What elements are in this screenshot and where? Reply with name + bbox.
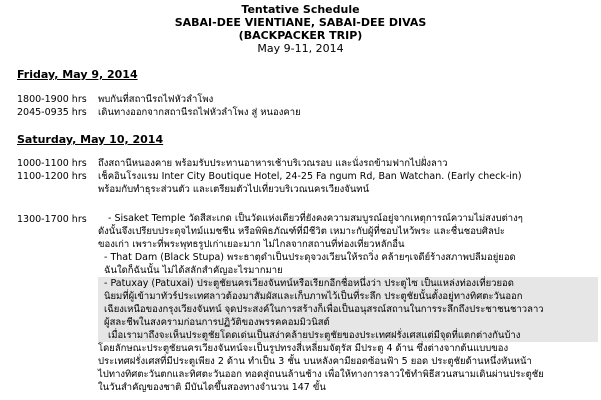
thatdam-line-1: - That Dam (Black Stupa) พระธาตุดำเป็นประดุจวงเวียนให้รถวิ่ง คล้ายๆเจดีย์ร้างสภาพปลีมอยู่ยอด — [104, 252, 516, 263]
day2-item-1-desc: ถึงสถานีหนองคาย พร้อมรับประทานอาหารเช้าบริเวณรอบ และนั่งรถข้ามฟากไปฝั่งลาว — [98, 158, 448, 169]
patuxay-line-7: ประเทศฝรั่งเศสที่มีประตูเพียง 2 ด้าน ทำเป็น 3 ชั้น บนหลังคามียอดซ้อนฟ้า 5 ยอด ประตูชัยด้านหนึ่งหันหน้า — [98, 356, 532, 367]
title-block — [0, 3, 601, 55]
day1-item-2-desc: เดินทางออกจากสถานีรถไฟหัวลำโพง สู่ หนองคาย — [98, 107, 301, 118]
day1-item-1-desc: พบกันที่สถานีรถไฟหัวลำโพง — [98, 94, 214, 105]
sisaket-line-1: - Sisaket Temple วัดสีสะเกด เป็นวัดแห่งเดียวที่ยังคงความสมบูรณ์อยู่จากเหตุการณ์ความไม่สงบต่างๆ — [108, 213, 523, 224]
patuxay-line-6: โดยลักษณะประตูชัยนครเวียงจันทน์จะเป็นรูปทรงสี่เหลี่ยมจัตุรัส มีประตู 4 ด้าน ซึ่งต่างจากต้นแบบของ — [98, 343, 509, 354]
doc-title: Tentative Schedule — [241, 3, 360, 16]
day1-heading: Friday, May 9, 2014 — [17, 68, 138, 81]
patuxay-line-3: เฉียงเหนือของกรุงเวียงจันทน์ จุดประสงค์ในการสร้างก็เพื่อเป็นอนุสรณ์สถานในการระลึกถึงประชาชนชาวลาว — [98, 303, 598, 316]
day2-item-1-time: 1000-1100 hrs — [17, 158, 87, 169]
sisaket-line-3: ของเก่า เพราะที่พระพุทธรูปเก่าเยอะมาก ไม่ไกลจากสถานที่ท่องเที่ยวหลักอื่น — [98, 239, 405, 250]
trip-dates: May 9-11, 2014 — [257, 42, 344, 55]
day2-item-3-time: 1300-1700 hrs — [17, 214, 87, 225]
patuxay-line-4: ผู้สละชีพในสงครามก่อนการปฏิวัติของพรรคคอมมิวนิสต์ — [98, 316, 598, 329]
patuxay-line-5: เมื่อเรามาถึงจะเห็นประตูชัยโดดเด่นเป็นสง่าคล้ายประตูชัยของประเทศฝรั่งเศสแต่มีจุดที่แตกต่างกันบ้าง — [98, 329, 598, 342]
patuxay-line-1: - Patuxay (Patuxai) ประตูชัยนครเวียงจันทน์หรือเรียกอีกชื่อหนึ่งว่า ประตูไซ เป็นแหล่งท่องเที่ยวยอด — [98, 277, 598, 290]
day2-item-3-desc — [98, 212, 598, 394]
patuxay-line-8: ไปทางทิศตะวันตกและทิศตะวันออก ทอดสู่ถนนล้านช้าง เพื่อให้ทางการลาวใช้ทำพิธีสวนสนามเดินผ่านประตูชัย — [98, 369, 544, 380]
day1-item-2-time: 2045-0935 hrs — [17, 107, 87, 118]
day1-item-1-time: 1800-1900 hrs — [17, 94, 87, 105]
patuxay-line-2: นิยมที่ผู้เข้ามาทัวร์ประเทศลาวต้องมาสัมผัสและเก็บภาพไว้เป็นที่ระลึก ประตูชัยนั้นตั้งอยู่ทางทิศตะวันออก — [98, 290, 598, 303]
patuxay-line-9: ในวันสำคัญของชาติ มีบันไดขึ้นสองทางจำนวน 147 ขั้น — [98, 382, 326, 393]
day2-item-2-time: 1100-1200 hrs — [17, 171, 87, 182]
trip-subtitle: (BACKPACKER TRIP) — [238, 29, 363, 42]
day2-heading: Saturday, May 10, 2014 — [17, 133, 164, 146]
day2-item-2-desc: เช็คอินโรงแรม Inter City Boutique Hotel, 24-25 Fa ngum Rd, Ban Watchan. (Early check-in) — [98, 171, 522, 182]
thatdam-line-2: ฉันใดก็ฉันนั้น ไม่ได้สลักสำคัญอะไรมากมาย — [104, 265, 283, 276]
sisaket-line-2: ดังนั้นจึงเปรียบประดุจไทม์แมชชีน หรือพิพิธภัณฑ์ที่มีชีวิต เหมาะกับผู้ที่ชอบไหว้พระ และชื่นชอบศิลปะ — [98, 226, 505, 237]
trip-name: SABAI-DEE VIENTIANE, SABAI-DEE DIVAS — [174, 16, 427, 29]
day2-item-2-desc-cont: พร้อมกับทำธุระส่วนตัว และเตรียมตัวไปเที่ยวบริเวณนครเวียงจันทน์ — [98, 184, 370, 195]
